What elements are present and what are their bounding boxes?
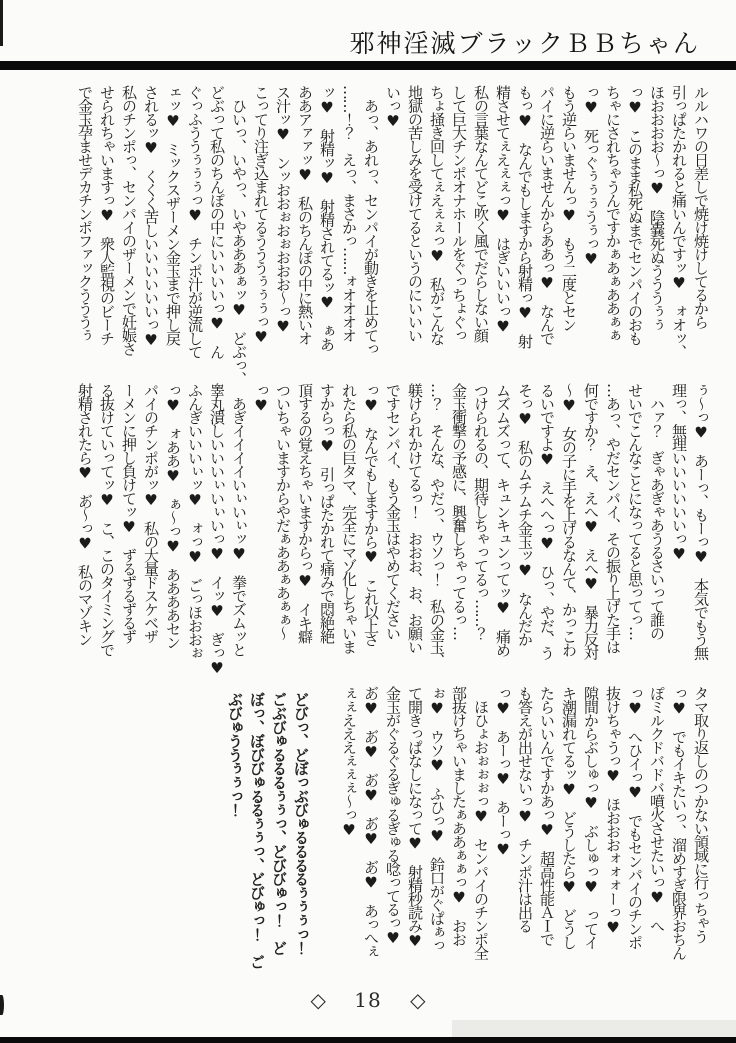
text-column: ちゃにされちゃうんですかぁあぁああぁぁ	[604, 85, 622, 342]
text-column: っ♥ ォああ♥ ぁ～っ♥ ああああセン	[164, 383, 182, 649]
text-band-middle	[40, 383, 712, 688]
text-column: されるッ♥ くくく苦しいいいいいいっ♥	[142, 85, 160, 348]
page-title: 邪神淫滅ブラックＢＢちゃん	[349, 29, 700, 58]
text-column: 理っ、無理いいいいいいっ♥	[670, 383, 688, 562]
text-column: ぇぇえええぇぇぇ～っ♥	[340, 686, 358, 838]
text-column: っ♥ あーっ♥ あーっ♥	[494, 686, 512, 857]
text-column: ーメンに押し負けてッ♥ ずるずるずるず	[120, 383, 138, 643]
text-column: パイに逆らいませんからああっ♥ なんで	[538, 85, 556, 345]
text-column: 抜けちゃうっ♥ ほおおおォォォーっ♥	[604, 686, 622, 935]
header-divider	[0, 61, 736, 70]
text-column: せいでこんなことになってると思ってっ…	[626, 383, 644, 640]
text-column: っ♥ 死っぐぅぅぅうぅっ♥	[582, 85, 600, 267]
text-column: 睾丸潰しいいいぃいぃいっ♥ イッ♥ ぎっ♥	[208, 383, 226, 676]
text-column: もう逆らいませんっ♥ もう二度とセン	[560, 85, 578, 331]
text-column: こってり注ぎ込まれてるうううぅぅぅっ♥	[252, 85, 270, 345]
text-column: 地獄の苦しみを受けてるというのにいいい	[406, 85, 424, 342]
text-column: 金玉衝撃の予感に、興奮しちゃってるっ…	[450, 383, 468, 640]
text-column: 精させてぇえぇぇっ♥ はぎいいいっ♥	[494, 85, 512, 334]
text-column: どびっ、どぼっぶびゅるるるるぅぅぅっ！	[292, 692, 310, 955]
text-column: ……！？ えっ、まさかっ……ォオオオオ	[340, 85, 358, 342]
text-column: るいですよ♥ えへへっ♥ ひっ、やだ、う	[538, 383, 556, 659]
text-band-top	[40, 85, 712, 390]
text-column: ムズムズって、キュンキュンってッ♥ 痛め	[494, 383, 512, 656]
text-column: たらいいんですかあっ♥ 超高性能ＡＩで	[538, 686, 556, 946]
page-footer	[0, 988, 736, 1012]
page-number: 18	[354, 988, 382, 1012]
scan-edge-artifact-top	[0, 0, 3, 46]
text-column: すからっ♥ 引っぱたかれて痛みで悶絶絶	[318, 383, 336, 643]
text-column: っ♥ このまま私死ぬまでセンパイのおも	[626, 85, 644, 345]
text-band-bottom	[40, 686, 712, 991]
text-column: 隙間からぶしゅっ♥ ぶしゅっ♥ ってイ	[582, 686, 600, 949]
text-column: っ♥	[252, 383, 270, 413]
text-column: ～♥ 女の子に手を上げるなんて、かっこわ	[560, 383, 578, 656]
text-column: どぶって私のちんぽの中にいいいいっ♥ ん	[208, 85, 226, 358]
sound-effect-band	[212, 692, 312, 969]
bottom-bar	[0, 1037, 736, 1043]
text-column: ほおおおお～っ♥ 陰嚢死ぬうううぅぅ	[648, 85, 666, 331]
text-column: 引っぱたかれると痛いんですッ♥ ォオッ、	[670, 85, 688, 358]
footer-diamond-right-icon: ◇	[410, 988, 426, 1012]
text-column: ひいっ、いやっ、いやあああぁッ♥ どぶっ、	[230, 85, 248, 385]
text-column: ハァ？ ぎゃあぎゃあうるさいって誰の	[648, 383, 666, 640]
text-column: 躾けられかけてるっ！ おおお、お、お願い	[406, 383, 424, 653]
text-column: 頂するの覚えちゃいますからっ♥ イキ癖	[296, 383, 314, 643]
text-column: ついちゃいますからやだぁああぁあぁぁ～	[274, 383, 292, 640]
text-column: せられちゃいますっ♥ 衆人監視のビーチ	[98, 85, 116, 345]
text-column: ぐっふううぅぅぅっ♥ チンポ汁が逆流して	[186, 85, 204, 358]
text-column: ぶびゅううぅぅっ！	[226, 692, 244, 817]
text-column: 射精されたら♥ あ゙～っ♥ 私のマゾキン	[76, 383, 94, 646]
text-column: つけられるの、期待しちゃってるっ……？	[472, 383, 490, 640]
text-column: ッ♥ 射精ッ♥ 射精されてるッ♥ ぁあ	[318, 85, 336, 351]
text-column: ス汁ッ♥ ンッおおぉおぉおおお～っ♥	[274, 85, 292, 334]
text-column: ぼっ、ぼびびゅるるぅぅっ、どびゅっ！ ご	[248, 692, 266, 969]
text-column: 私のチンポっ、センパイのザーメンで妊娠さ	[120, 85, 138, 355]
text-column: キ潮漏れてるッ♥ どうしたら♥ どうし	[560, 686, 578, 949]
text-column: あぎイイイイいぃいぃッ♥ 拳でズムッと	[230, 383, 248, 656]
text-column: パイのチンポがッ♥ 私の大量ドスケベザ	[142, 383, 160, 643]
text-column: っ♥ でもイキたいっ、溜めすぎ限界おちん	[670, 686, 688, 959]
text-column: る抜けていってッ♥ こ、このタイミングで	[98, 383, 116, 656]
text-column: タマ取り返しのつかない領域に行っちゃう	[692, 686, 710, 943]
text-column: 部抜けちゃいましたぁああぁぁっ♥ おお	[450, 686, 468, 946]
text-column: も答えが出せないっ♥ チンポ汁は出る	[516, 686, 534, 932]
text-column: ぅ～っ♥ あーっ、もーっ♥ 本気でもう無	[692, 383, 710, 659]
text-column: れたら私の巨タマ、完全にマゾ化しちゃいま	[340, 383, 358, 653]
text-column: で金玉孕ませデカチンポファックうううぅ	[76, 85, 94, 342]
text-column: そっ♥ 私のムチムチ金玉ッ♥ なんだか	[516, 383, 534, 646]
text-column: ちょ掻き回してぇえぇぇっ♥ 私がこんな	[428, 85, 446, 345]
text-column: あっ、あれっ、センパイが動きを止めてっ	[362, 85, 380, 355]
scan-edge-artifact-bottom	[0, 995, 4, 1015]
text-column: …あっ、やだセンパイ、その振り上げた手は	[604, 383, 622, 653]
text-column: 私の言葉なんてどこ吹く風でだらしない顔	[472, 85, 490, 342]
text-column: あ゙♥ あ゙♥ あ゙♥ あ゙♥ あ゙♥ あっへぇ	[362, 686, 380, 958]
text-column: ですセンパイ、もう金玉はやめてください	[384, 383, 402, 640]
text-column: て開きっぱなしになって♥ 射精秒読み♥	[406, 686, 424, 949]
text-column: 金玉がぐるぐるぎゅるぎゅる唸ってるっ♥	[384, 686, 402, 946]
text-column: もっ♥ なんでもしますから射精っ♥ 射	[516, 85, 534, 348]
text-column: ルルハワの日差しで焼け焼けしてるから	[692, 85, 710, 328]
text-column: して巨大チンポオナホールをぐっちょぐっ	[450, 85, 468, 342]
text-column: っ♥ なんでもしますから♥ これ以上さ	[362, 383, 380, 646]
footer-diamond-left-icon: ◇	[310, 988, 326, 1012]
text-column: …？ そんな、やだっ、ウソっ！ 私の金玉、	[428, 383, 446, 667]
text-column: 何ですか？ え、えへ♥ えへ♥ 暴力反対	[582, 383, 600, 659]
text-column: ほひょおぉぉぉっ♥ センパイのチンポ全	[472, 686, 490, 959]
text-column: ェッ♥ ミックスザーメン金玉まで押し戻	[164, 85, 182, 345]
text-column: っ♥ へひイっ♥ でもセンパイのチンポ	[626, 686, 644, 949]
text-column: ぽミルクドバドバ噴火させたいっ♥ へ	[648, 686, 666, 932]
text-column: ごぶびゅるるるぅぅっ、どびびゅっ！ ど	[270, 692, 288, 955]
text-column: ふんぎいいいぃッ♥ ォっ♥ ごっほおおぉ	[186, 383, 204, 659]
text-column: ああアァァッ♥ 私のちんぽの中に熱いオ	[296, 85, 314, 345]
text-column: いっ♥	[384, 85, 402, 129]
text-column: ぉ♥ ウソ♥ ふひっ♥ 鈴口がぐぱぁっ	[428, 686, 446, 952]
